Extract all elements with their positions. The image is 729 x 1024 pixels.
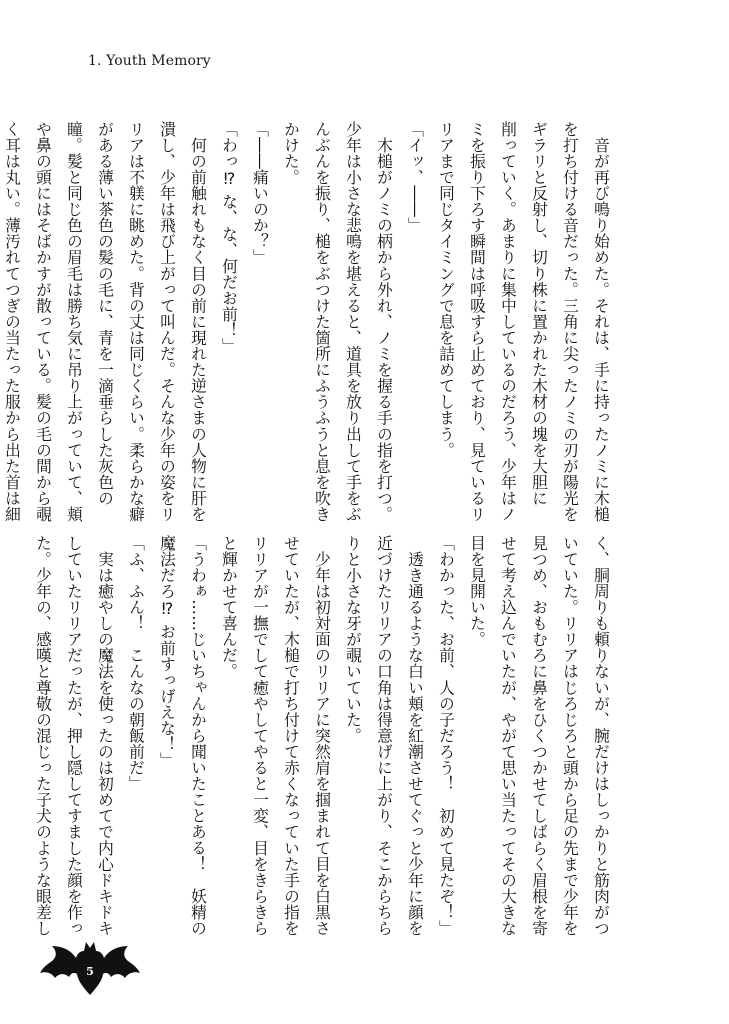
- text-line: いていた。リリアはじろじろと頭から足の先まで少年を: [561, 535, 580, 937]
- text-line: リアまで同じタイミングで息を詰めてしまう。: [437, 121, 456, 459]
- text-line: リアは不躾に眺めた。背の丈は同じくらい。柔らかな癖: [127, 121, 146, 523]
- lower-text-block: [28, 535, 617, 937]
- text-line: 削っていく。あまりに集中しているのだろう、少年はノ: [499, 121, 518, 523]
- text-line: 近づけたリリアの口角は得意げに上がり、そこからちら: [375, 535, 394, 937]
- text-line: く、胴周りも頼りないが、腕だけはしっかりと筋肉がつ: [592, 535, 611, 937]
- text-line: 「わかった、お前、人の子だろう！ 初めて見たぞ！」: [437, 535, 456, 937]
- text-line: せていたが、木槌で打ち付けて赤くなっていた手の指を: [282, 535, 301, 937]
- text-line: 見つめ、おもむろに鼻をひくつかせてしばらく眉根を寄: [530, 535, 549, 937]
- text-line: 「――痛いのか？」: [251, 121, 270, 266]
- text-line: りと小さな牙が覗いていた。: [344, 535, 363, 744]
- text-line: 魔法だろ⁉ お前すっげえな！」: [158, 535, 177, 769]
- text-line: 透き通るような白い頬を紅潮させてぐっと少年に顔を: [406, 535, 425, 937]
- text-line: と輝かせて喜んだ。: [220, 535, 239, 680]
- text-line: かけた。: [282, 121, 301, 186]
- text-line: 実は癒やしの魔法を使ったのは初めてで内心ドキドキ: [96, 535, 115, 937]
- text-line: していたリリアだったが、押し隠してすました顔を作っ: [65, 535, 84, 937]
- text-line: んぶんを振り、槌をぶつけた箇所にふうふうと息を吹き: [313, 121, 332, 523]
- text-line: 目を見開いた。: [468, 535, 487, 648]
- text-line: ギラリと反射し、切り株に置かれた木材の塊を大胆に: [530, 121, 549, 507]
- text-line: 少年は初対面のリリアに突然肩を掴まれて目を白黒さ: [313, 535, 332, 937]
- text-line: た。少年の、感嘆と尊敬の混じった子犬のような眼差し: [34, 535, 53, 937]
- text-line: 「うわぁ……じいちゃんから聞いたことある！ 妖精の: [189, 535, 208, 937]
- text-line: 「わっ⁉ な、な、何だお前！」: [220, 121, 239, 355]
- text-line: く耳は丸い。薄汚れてつぎの当たった服から出た首は細: [3, 121, 22, 523]
- bat-icon: [40, 940, 140, 998]
- text-line: 少年は小さな悲鳴を堪えると、道具を放り出して手をぶ: [344, 121, 363, 523]
- text-line: ミを振り下ろす瞬間は呼吸すら止めており、見ているリ: [468, 121, 487, 523]
- text-line: 音が再び鳴り始めた。それは、手に持ったノミに木槌: [592, 121, 611, 523]
- page-number: 5: [86, 965, 94, 978]
- text-line: 瞳。髪と同じ色の眉毛は勝ち気に吊り上がっていて、頬: [65, 121, 84, 523]
- text-line: がある薄い茶色の髪の毛に、青を一滴垂らした灰色の: [96, 121, 115, 507]
- text-line: 「イッ、――」: [406, 121, 425, 234]
- text-line: 何の前触れもなく目の前に現れた逆さまの人物に肝を: [189, 121, 208, 523]
- text-line: や鼻の頭にはそばかすが散っている。髪の毛の間から覗: [34, 121, 53, 523]
- text-line: を打ち付ける音だった。三角に尖ったノミの刃が陽光を: [561, 121, 580, 523]
- upper-text-block: [0, 121, 617, 523]
- text-line: せて考え込んでいたが、やがて思い当たってその大きな: [499, 535, 518, 937]
- chapter-title: 1. Youth Memory: [88, 53, 211, 69]
- text-line: 潰し、少年は飛び上がって叫んだ。そんな少年の姿をリ: [158, 121, 177, 523]
- text-line: リリアが一撫でして癒やしてやると一変、目をきらきら: [251, 535, 270, 937]
- text-line: 「ふ、ふん！ こんなの朝飯前だ」: [127, 535, 146, 792]
- text-line: 木槌がノミの柄から外れ、ノミを握る手の指を打つ。: [375, 121, 394, 523]
